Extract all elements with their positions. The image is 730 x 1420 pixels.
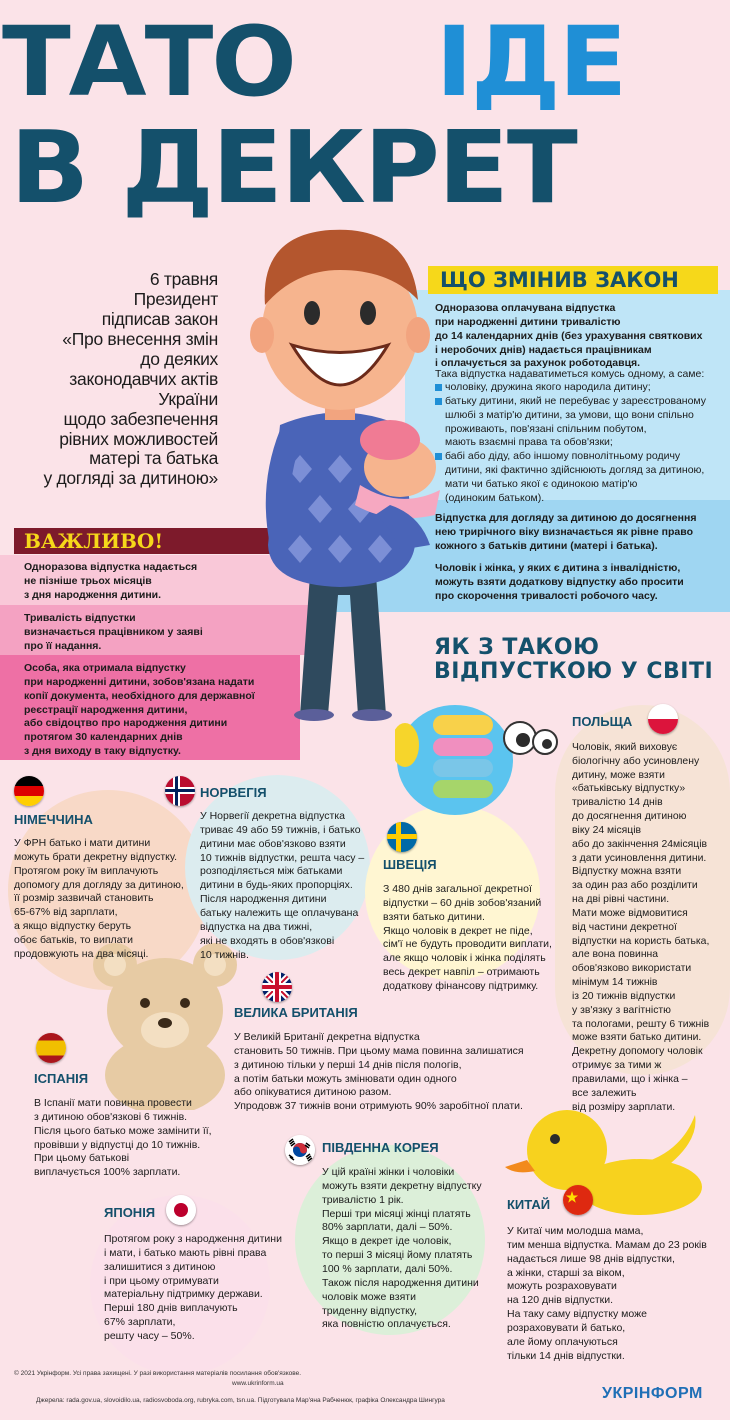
china-heading: КИТАЙ xyxy=(507,1197,551,1212)
spain-text: В Іспанії мати повинна провести з дитиною обов'язкові 6 тижнів. Після цього батько може замінити її, провівши у відпустці до 10 тижнів. При цьому батькові виплачується 100% зарплати. xyxy=(34,1097,212,1179)
china-text: У Китаї чим молодша мама, тим менша відпустка. Мамам до 23 років надається лише 98 днів відпустки, а жінки, старші за віком, можуть розраховувати на 120 днів відпустки. На таку саму відпустку може розраховувати й батько, але йому оплачуються тільки 14 днів відпустки. xyxy=(507,1225,707,1362)
uk-text: У Великій Британії декретна відпустка становить 50 тижнів. При цьому мама повинна залишатися з дитиною тільки у перші 14 днів після пологів, а потім батьки можуть змінювати один одного або опікуватися дитиною разом. Упродовж 37 тижнів вони отримують 90% заробітної плати. xyxy=(234,1031,524,1113)
germany-heading: НІМЕЧЧИНА xyxy=(14,812,93,827)
japan-heading: ЯПОНІЯ xyxy=(104,1205,156,1220)
uk-heading: ВЕЛИКА БРИТАНІЯ xyxy=(234,1005,358,1020)
germany-text: У ФРН батько і мати дитини можуть брати декретну відпустку. Протягом року їм виплачують допомогу для догляду за дитиною, її розмір зазвичай становить 65-67% від зарплати, а якщо відпустку беруть обоє батьків, то виплати продовжують на два місяці. xyxy=(14,837,184,960)
footer-site: www.ukrinform.ua xyxy=(232,1380,284,1387)
law-list xyxy=(435,381,725,506)
sweden-text: З 480 днів загальної декретної відпустки – 60 днів зобов'язаний взяти батько дитини. Якщо чоловік в декрет не піде, сім'ї не будуть проводити виплати, але якщо чоловік і жінка поділять весь декрет навпіл – отримають додаткову фінансову підтримку. xyxy=(383,883,552,993)
uk-flag-icon xyxy=(262,972,292,1002)
law-list-item: бабі або діду, або іншому повнолітньому родичу дитини, які фактично здійснюють догляд за дитиною, мати чи батько якої є одинокою матір'ю (одиноким батьком). xyxy=(435,450,725,505)
title-tato: ТАТО xyxy=(2,6,295,118)
law-paragraph-3: Відпустка для догляду за дитиною до досягнення нею трирічного віку визначається як рівне право кожного з батьків дитини (матері і батька). xyxy=(435,512,697,552)
footer-copyright: © 2021 Укрінформ. Усі права захищені. У разі використання матеріалів посилання обов'язкове. xyxy=(14,1370,302,1377)
title-ide: ІДЕ xyxy=(435,6,626,118)
norway-heading: НОРВЕГІЯ xyxy=(200,785,267,800)
ukrinform-logo: УКРІНФОРМ xyxy=(602,1385,703,1402)
japan-flag-icon xyxy=(166,1195,196,1225)
korea-heading: ПІВДЕННА КОРЕЯ xyxy=(322,1140,439,1155)
korea-flag-icon xyxy=(285,1135,315,1165)
norway-flag-icon xyxy=(165,776,195,806)
poland-flag-icon xyxy=(648,704,678,734)
law-paragraph-2: Така відпустка надаватиметься комусь одному, а саме: xyxy=(435,368,705,380)
law-paragraph-4: Чоловік і жінка, у яких є дитина з інвалідністю, можуть взяти додаткову відпустку або просити про скорочення тривалості робочого часу. xyxy=(435,562,684,602)
norway-text: У Норвегії декретна відпустка триває 49 або 59 тижнів, і батько дитини має обов'язково взяти 10 тижнів відпустки, решта часу – розподіляється між батьками дитини в будь-яких пропорціях. Після народження дитини батьку належить ще оплачувана відпустка на два тижні, які не входять в обов'язкові 10 тижнів. xyxy=(200,810,365,961)
spain-flag-icon xyxy=(36,1033,66,1063)
law-heading: ЩО ЗМІНИВ ЗАКОН xyxy=(440,268,679,292)
poland-text: Чоловік, який виховує біологічну або усиновлену дитину, може взяти «батьківську відпустку» тривалістю 14 днів до досягнення дитиною віку 24 місяців або до закінчення 24місяців з дати усиновлення дитини. Відпустку можна взяти за один раз або розділити на дві рівні частини. Мати може відмовитися від частини декретної відпустки на користь батька, але вона повинна обов'язково використати мінімум 14 тижнів із 20 тижнів відпустки у зв'язку з вагітністю та пологами, решту 6 тижнів може взяти батько дитини. Декретну допомогу чоловік отримує за тими ж правилами, що і жінка – все залежить від розміру зарплати. xyxy=(572,742,710,1113)
footer-sources: Джерела: rada.gov.ua, slovoidilo.ua, radiosvoboda.org, rubryka.com, tsn.ua. Підготувала Мар'яна Рабченюк, графіка Олександра Шингура xyxy=(36,1397,445,1404)
title-decret: В ДЕКРЕТ xyxy=(10,109,576,226)
intro-text: 6 травня Президент підписав закон «Про внесення змін до деяких законодавчих актів України щодо забезпечення рівних можливостей матері та батька у догляді за дитиною» xyxy=(43,269,218,489)
important-heading: ВАЖЛИВО! xyxy=(24,529,164,553)
sweden-flag-icon xyxy=(387,822,417,852)
law-list-item: батьку дитини, який не перебуває у зареєстрованому шлюбі з матір'ю дитини, за умови, що вони спільно проживають, пов'язані спільним побутом, мають взаємні права та обов'язки; xyxy=(435,395,725,450)
toy-illustration xyxy=(395,690,565,820)
important-paragraph-2: Тривалість відпустки визначається працівником у заяві про її надання. xyxy=(24,612,203,652)
father-illustration xyxy=(240,215,440,725)
japan-text: Протягом року з народження дитини і мати, і батько мають рівні права залишитися з дитиною і при цьому отримувати матеріальну підтримку держави. Перші 180 днів виплачують 67% зарплати, решту часу – 50%. xyxy=(104,1233,282,1343)
poland-heading: ПОЛЬЩА xyxy=(572,714,633,729)
spain-heading: ІСПАНІЯ xyxy=(34,1071,89,1086)
world-heading: ЯК З ТАКОЮ ВІДПУСТКОЮ У СВІТІ xyxy=(434,635,714,685)
china-flag-icon xyxy=(563,1185,593,1215)
germany-flag-icon xyxy=(14,776,44,806)
korea-text: У цій країні жінки і чоловіки можуть взяти декретну відпустку тривалістю 1 рік. Перші три місяці жінці платять 80% зарплати, далі – 50%. Якщо в декрет іде чоловік, то перші 3 місяці йому платять 100 % зарплати, далі 50%. Також після народження дитини чоловік може взяти триденну відпустку, яка повністю оплачується. xyxy=(322,1166,482,1331)
sweden-heading: ШВЕЦІЯ xyxy=(383,857,437,872)
important-paragraph-3: Особа, яка отримала відпустку при народженні дитини, зобов'язана надати копії документа, необхідного для державної реєстрації народження дитини, або свідоцтво про народження дитини протягом 30 календарних днів з дня виходу в таку відпустку. xyxy=(24,662,255,758)
law-paragraph-1: Одноразова оплачувана відпустка при народженні дитини тривалістю до 14 календарних днів (без урахування святкових і неробочих днів) надається працівникам і оплачується за рахунок роботодавця. xyxy=(435,302,703,370)
law-list-item: чоловіку, дружина якого народила дитину; xyxy=(435,381,725,395)
important-paragraph-1: Одноразова відпустка надається не пізніше трьох місяців з дня народження дитини. xyxy=(24,561,198,601)
